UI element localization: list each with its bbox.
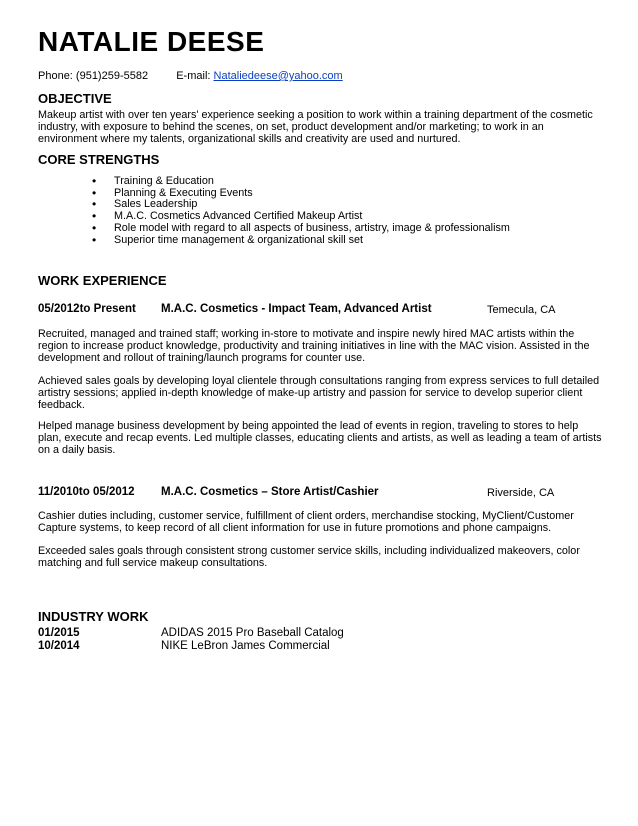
objective-text: Makeup artist with over ten years' experience seeking a position to work within a training department of the cosmetic industry, with exposure to behind the scenes, on set, product development and/or marketing; to work in an environment where my talents, organizational skills and creativity are used and nurtured. — [38, 109, 593, 145]
candidate-name: NATALIE DEESE — [38, 26, 265, 57]
list-item: • Superior time management & organizational skill set — [92, 235, 510, 247]
job-title-line — [161, 486, 379, 498]
list-item: • Training & Education — [92, 176, 510, 188]
job-paragraph: Cashier duties including, customer service, fulfillment of client orders, merchandise stocking, MyClient/Customer Capture systems, to keep record of all client information for use in future promotions and phone campaigns. — [38, 510, 574, 534]
list-item: • Planning & Executing Events — [92, 188, 510, 200]
job-role: Impact Team, Advanced Artist — [268, 303, 432, 315]
industry-title: ADIDAS 2015 Pro Baseball Catalog — [161, 627, 344, 639]
job-paragraph: Exceeded sales goals through consistent strong customer service skills, including individualized makeovers, color matching and full service makeup consultations. — [38, 545, 580, 569]
industry-date: 01/2015 — [38, 627, 80, 639]
job-dates: 05/2012to Present — [38, 303, 136, 315]
core-strengths-heading: CORE STRENGTHS — [38, 152, 160, 167]
job-paragraph: Achieved sales goals by developing loyal clientele through consultations ranging from express services to full detailed artistry sessions; applied in-depth knowledge of make-up artistry and passion for service to develop superior client feedback. — [38, 375, 600, 411]
job-paragraph: Recruited, managed and trained staff; working in-store to motivate and inspire newly hired MAC artists within the region to increase product knowledge, productivity and training initiatives in line with the MAC vision. Assisted in the development and rollout of training/launch programs for counter use. — [38, 328, 590, 364]
job-dates: 11/2010to 05/2012 — [38, 486, 135, 498]
industry-date: 10/2014 — [38, 640, 80, 652]
job-role: Store Artist/Cashier — [270, 486, 379, 498]
job-title-line — [161, 303, 432, 315]
contact-line — [38, 70, 343, 82]
job-company: M.A.C. Cosmetics - — [161, 303, 266, 315]
job-paragraph: Helped manage business development by being appointed the lead of events in region, traveling to stores to help plan, execute and recap events. Led multiple classes, educating clients and artists, as well as leading a team of artists on a daily basis. — [38, 420, 602, 456]
email-link[interactable]: Nataliedeese@yahoo.com — [213, 70, 343, 82]
job-company: M.A.C. Cosmetics – — [161, 486, 268, 498]
core-strengths-list — [92, 176, 510, 246]
industry-title: NIKE LeBron James Commercial — [161, 640, 330, 652]
work-experience-heading: WORK EXPERIENCE — [38, 273, 167, 288]
email-label: E-mail: — [176, 70, 211, 82]
objective-heading: OBJECTIVE — [38, 91, 112, 106]
job-location: Temecula, CA — [487, 304, 556, 316]
list-item: • Role model with regard to all aspects of business, artistry, image & professionalism — [92, 223, 510, 235]
job-location: Riverside, CA — [487, 487, 555, 499]
phone-text: Phone: (951)259-5582 — [38, 70, 149, 82]
list-item: • Sales Leadership — [92, 199, 510, 211]
industry-work-heading: INDUSTRY WORK — [38, 609, 149, 624]
list-item: • M.A.C. Cosmetics Advanced Certified Makeup Artist — [92, 211, 510, 223]
